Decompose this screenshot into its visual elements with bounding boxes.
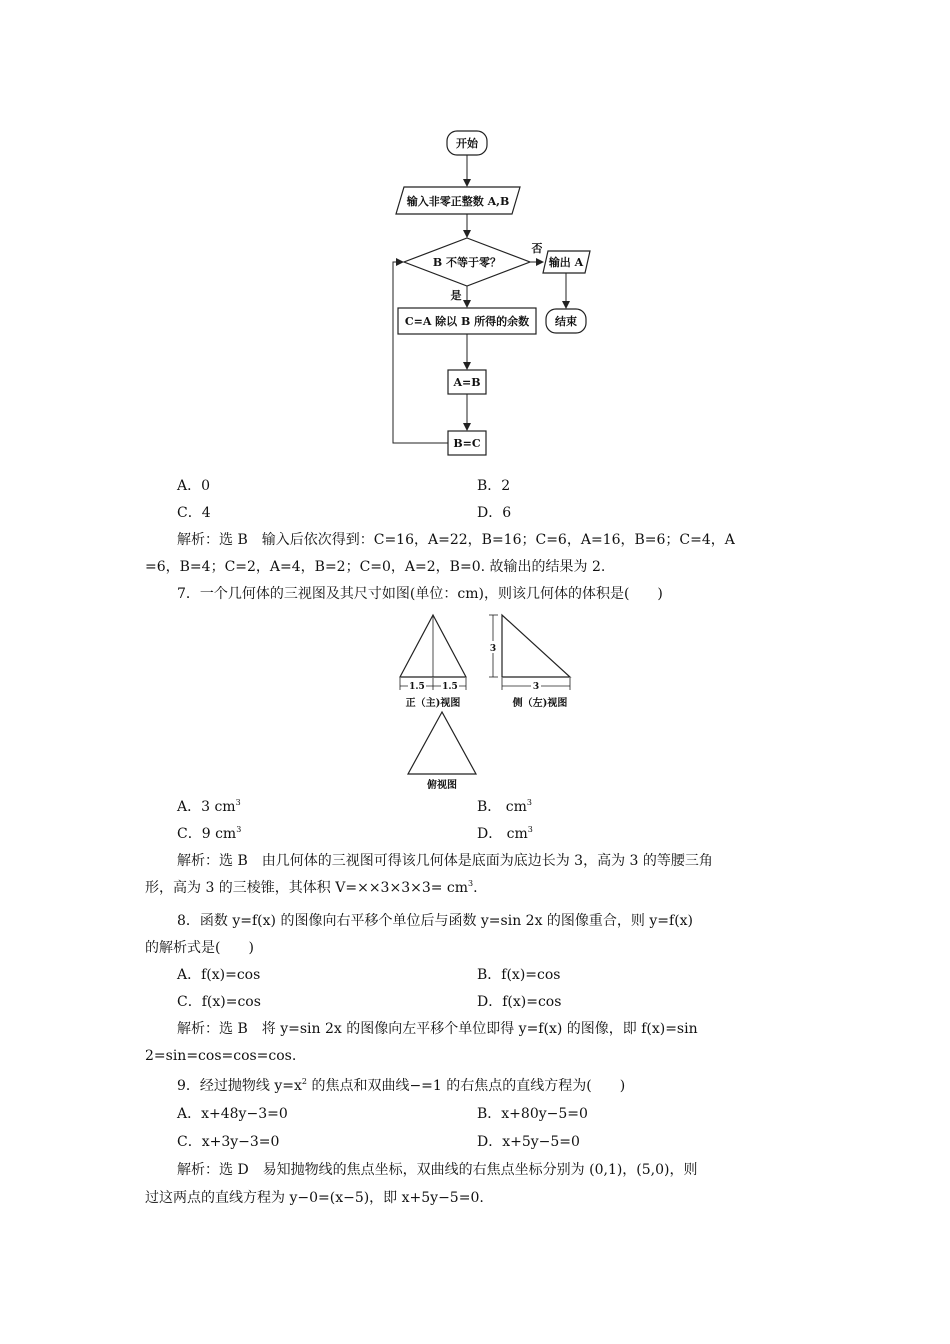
input-label: 输入非零正整数 A,B [406,195,510,208]
q9-analysis-2: 过这两点的直线方程为 y−0=(x−5)，即 x+5y−5=0. [145,1190,484,1206]
flowchart [0,0,950,470]
q8-question-2: 的解析式是( ) [145,940,254,956]
q6-option-d: D．6 [477,505,512,521]
q7-analysis-1: 解析：选 B 由几何体的三视图可得该几何体是底面为底边长为 3，高为 3 的等腰三角 [177,853,713,869]
q8-option-c: C．f(x)=cos [177,994,261,1010]
q7-question: 7．一个几何体的三视图及其尺寸如图(单位：cm)，则该几何体的体积是( ) [177,586,663,602]
end-label: 结束 [555,315,577,328]
q6-option-c: C．4 [177,505,211,521]
front-dim-left: 1.5 [409,682,425,692]
q8-option-d: D．f(x)=cos [477,994,562,1010]
q6-option-b: B．2 [477,478,511,494]
side-dim-width: 3 [532,682,540,692]
q8-analysis-1: 解析：选 B 将 y=sin 2x 的图像向左平移个单位即得 y=f(x) 的图像，即 f(x)=sin [177,1021,698,1037]
front-view-label: 正（主)视图 [405,698,461,709]
q7-analysis-2: 形，高为 3 的三棱锥，其体积 $V=\times\times 3\times 3\times 3= cm^3$. [145,879,478,896]
q9-option-a: A．x+48y−3=0 [177,1106,288,1122]
q7-option-c: C．9 $cm^3$ [177,825,242,842]
q6-option-a: A．0 [177,478,211,494]
top-view-label: 俯视图 [427,780,457,791]
q7-option-d: D． $cm^3$ [477,825,533,842]
three-view-figure [390,610,590,795]
loop-line [393,262,448,443]
side-view-label: 侧（左)视图 [512,698,568,709]
q8-option-a: A．f(x)=cos [177,967,261,983]
yes-label: 是 [450,289,462,302]
q7-option-a: A．3 $cm^3$ [177,798,241,815]
top-view-triangle [408,712,476,774]
q9-analysis-1: 解析：选 D 易知抛物线的焦点坐标，双曲线的右焦点坐标分别为 (0,1)，(5,0)，则 [177,1162,698,1178]
step2-label: A=B [453,376,481,389]
q9-option-c: C．x+3y−3=0 [177,1134,280,1150]
front-dim-right: 1.5 [442,682,458,692]
q7-option-b: B． $cm^3$ [477,798,532,815]
q9-question: 9．经过抛物线 $y=x^2$ 的焦点和双曲线−=1 的右焦点的直线方程为( ) [177,1077,626,1094]
start-label: 开始 [456,137,478,150]
condition-label: B 不等于零？ [432,256,502,269]
output-label: 输出 A [548,256,584,269]
q9-option-d: D．x+5y−5=0 [477,1134,580,1150]
no-label: 否 [531,242,543,255]
side-view-triangle [502,615,570,677]
step3-label: B=C [453,437,481,450]
step1-label: C=A 除以 B 所得的余数 [404,315,530,328]
q6-analysis-2: =6，B=4；C=2，A=4，B=2；C=0，A=2，B=0. 故输出的结果为 2. [145,559,606,575]
q6-analysis-1: 解析：选 B 输入后依次得到：C=16，A=22，B=16；C=6，A=16，B=6；C=4，A [177,532,735,548]
q9-option-b: B．x+80y−5=0 [477,1106,588,1122]
q8-option-b: B．f(x)=cos [477,967,561,983]
side-dim-height: 3 [489,644,497,654]
q8-analysis-2: 2=sin=cos=cos=cos. [145,1048,297,1064]
q8-question-1: 8．函数 y=f(x) 的图像向右平移个单位后与函数 y=sin 2x 的图像重合，则 y=f(x) [177,913,694,929]
